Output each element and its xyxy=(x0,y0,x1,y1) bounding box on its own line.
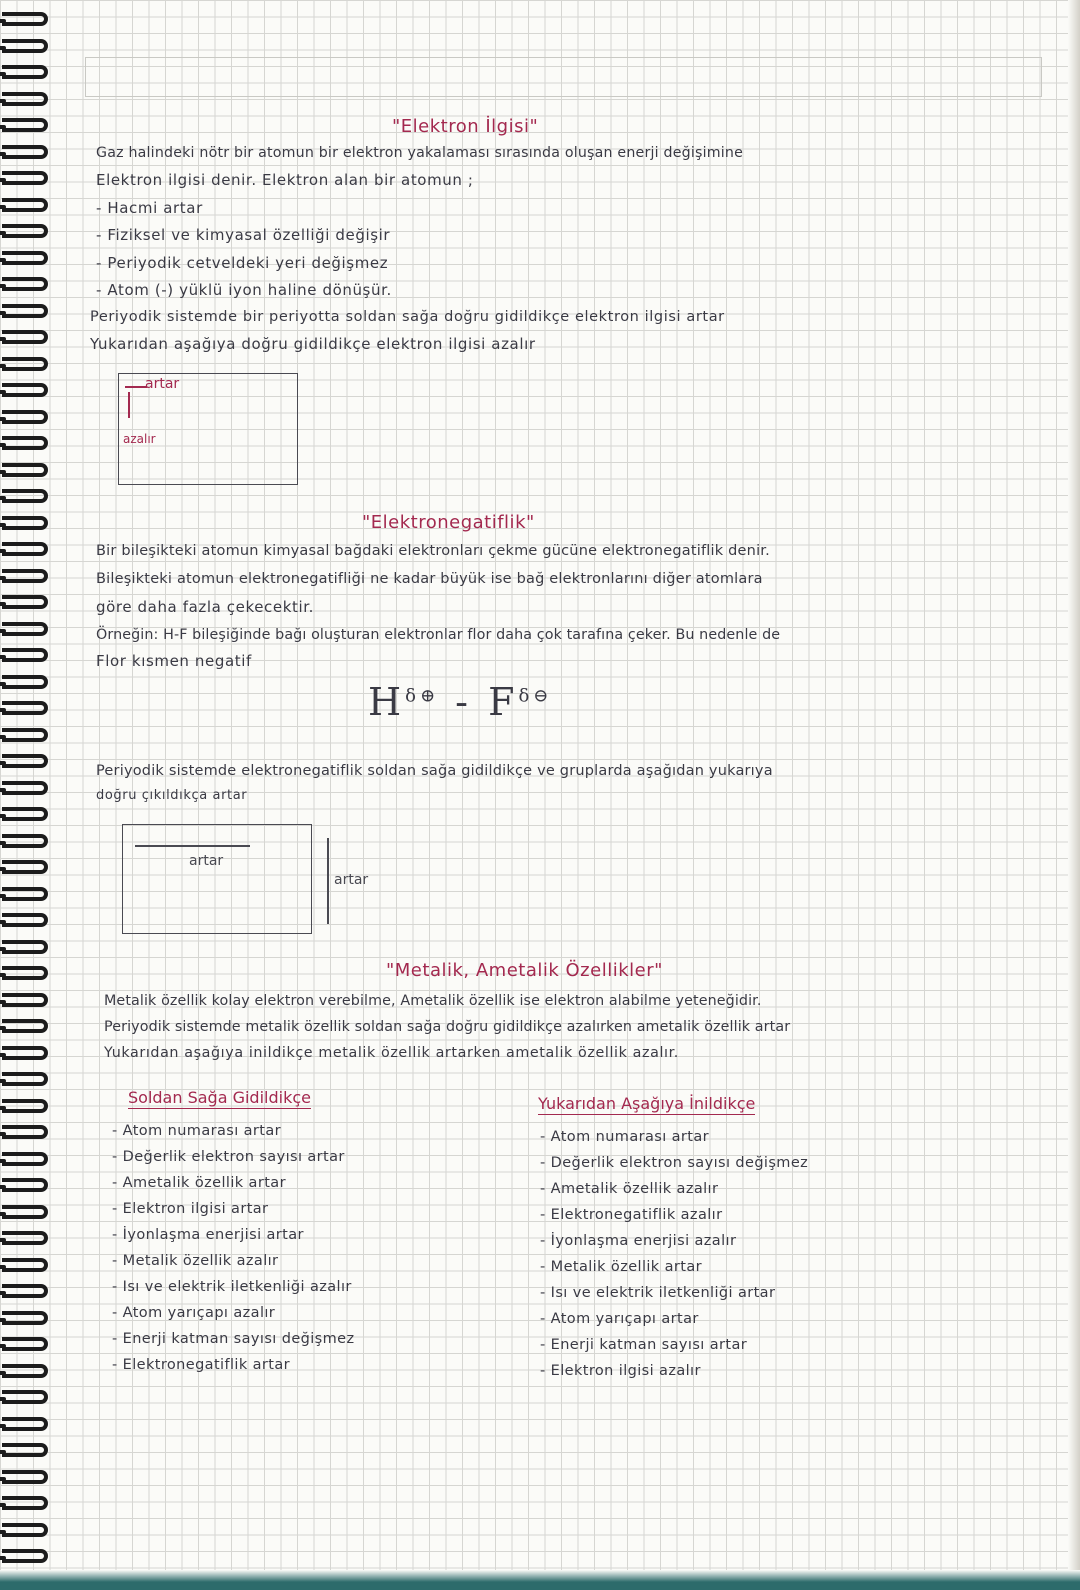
binding-coil xyxy=(2,1152,48,1166)
text-line: Periyodik sistemde bir periyotta soldan sağa doğru gidildikçe elektron ilgisi artar xyxy=(90,309,725,325)
section-title-metallic-properties: "Metalik, Ametalik Özellikler" xyxy=(386,960,663,981)
binding-coil xyxy=(2,1205,48,1219)
text-line: Örneğin: H-F bileşiğinde bağı oluşturan elektronlar flor daha çok tarafına çeker. Bu nedenle de xyxy=(96,627,781,643)
text-line: - Fiziksel ve kimyasal özelliği değişir xyxy=(96,226,391,244)
list-item: - Ametalik özellik artar xyxy=(112,1170,355,1196)
left-column-heading: Soldan Sağa Gidildikçe xyxy=(128,1088,311,1107)
arrow-up-icon xyxy=(327,838,329,924)
text-line: Yukarıdan aşağıya doğru gidildikçe elektron ilgisi azalır xyxy=(90,335,536,353)
binding-coil xyxy=(2,39,48,53)
section-title-electronegativity: "Elektronegatiflik" xyxy=(362,512,535,533)
binding-coil xyxy=(2,1496,48,1510)
list-item: - Isı ve elektrik iletkenliği azalır xyxy=(112,1274,355,1300)
binding-coil xyxy=(2,834,48,848)
list-item: - Metalik özellik azalır xyxy=(112,1248,355,1274)
text-line: doğru çıkıldıkça artar xyxy=(96,788,248,803)
arrow-right-icon xyxy=(125,386,147,388)
binding-coil xyxy=(2,569,48,583)
binding-coil xyxy=(2,171,48,185)
formula-h: H xyxy=(368,680,406,724)
text-line: - Periyodik cetveldeki yeri değişmez xyxy=(96,254,389,272)
binding-coil xyxy=(2,1258,48,1272)
binding-coil xyxy=(2,1019,48,1033)
trend-label-up: artar xyxy=(334,872,369,888)
binding-coil xyxy=(2,701,48,715)
binding-coil xyxy=(2,781,48,795)
binding-coil xyxy=(2,251,48,265)
binding-coil xyxy=(2,1364,48,1378)
left-trend-list xyxy=(112,1118,355,1378)
binding-coil xyxy=(2,622,48,636)
list-item: - Elektron ilgisi artar xyxy=(112,1196,355,1222)
binding-coil xyxy=(2,595,48,609)
binding-coil xyxy=(2,277,48,291)
text-line: Bir bileşikteki atomun kimyasal bağdaki elektronları çekme gücüne elektronegatiflik denir. xyxy=(96,543,770,559)
binding-coil xyxy=(2,1072,48,1086)
list-item: - Atom numarası artar xyxy=(540,1124,808,1150)
list-item: - Metalik özellik artar xyxy=(540,1254,808,1280)
list-item: - Değerlik elektron sayısı değişmez xyxy=(540,1150,808,1176)
list-item: - Elektron ilgisi azalır xyxy=(540,1358,808,1384)
binding-coil xyxy=(2,1099,48,1113)
binding-coil xyxy=(2,913,48,927)
binding-coil xyxy=(2,330,48,344)
text-line: - Hacmi artar xyxy=(96,199,203,217)
binding-coil xyxy=(2,92,48,106)
text-line: Elektron ilgisi denir. Elektron alan bir atomun ; xyxy=(96,171,474,189)
binding-coil xyxy=(2,1523,48,1537)
bond-polarity-formula xyxy=(368,680,552,724)
binding-coil xyxy=(2,357,48,371)
formula-h-charge: δ⊕ xyxy=(405,685,440,707)
text-line: Yukarıdan aşağıya inildikçe metalik özellik artarken ametalik özellik azalır. xyxy=(104,1045,679,1061)
arrow-down-icon xyxy=(128,392,130,418)
trend-label-down: azalır xyxy=(123,432,156,446)
binding-coil xyxy=(2,648,48,662)
binding-coil xyxy=(2,463,48,477)
binding-coil xyxy=(2,1046,48,1060)
binding-coil xyxy=(2,224,48,238)
binding-coil xyxy=(2,1390,48,1404)
binding-coil xyxy=(2,1284,48,1298)
binding-coil xyxy=(2,887,48,901)
binding-coil xyxy=(2,489,48,503)
list-item: - Elektronegatiflik artar xyxy=(112,1352,355,1378)
text-line: - Atom (-) yüklü iyon haline dönüşür. xyxy=(96,281,392,299)
binding-coil xyxy=(2,1470,48,1484)
binding-coil xyxy=(2,65,48,79)
spiral-binding xyxy=(0,0,52,1590)
trend-diagram-box xyxy=(118,373,298,485)
list-item: - Enerji katman sayısı artar xyxy=(540,1332,808,1358)
trend-label-right: artar xyxy=(145,376,180,392)
binding-coil xyxy=(2,516,48,530)
binding-coil xyxy=(2,12,48,26)
formula-f: F xyxy=(488,680,519,724)
text-line: Gaz halindeki nötr bir atomun bir elektron yakalaması sırasında oluşan enerji değişimine xyxy=(96,145,744,161)
binding-coil xyxy=(2,304,48,318)
right-trend-list xyxy=(540,1124,808,1384)
section-title-electron-affinity: "Elektron İlgisi" xyxy=(392,116,539,137)
binding-coil xyxy=(2,1178,48,1192)
binding-coil xyxy=(2,1337,48,1351)
binding-coil xyxy=(2,675,48,689)
binding-coil xyxy=(2,966,48,980)
list-item: - Enerji katman sayısı değişmez xyxy=(112,1326,355,1352)
binding-coil xyxy=(2,728,48,742)
binding-coil xyxy=(2,1417,48,1431)
binding-coil xyxy=(2,1549,48,1563)
binding-coil xyxy=(2,118,48,132)
formula-dash: - xyxy=(455,680,472,724)
binding-coil xyxy=(2,993,48,1007)
trend-label-inside: artar xyxy=(189,853,224,869)
list-item: - Atom numarası artar xyxy=(112,1118,355,1144)
page-edge xyxy=(1068,0,1080,1590)
list-item: - İyonlaşma enerjisi azalır xyxy=(540,1228,808,1254)
binding-coil xyxy=(2,410,48,424)
list-item: - Isı ve elektrik iletkenliği artar xyxy=(540,1280,808,1306)
binding-coil xyxy=(2,1231,48,1245)
binding-coil xyxy=(2,1443,48,1457)
binding-coil xyxy=(2,754,48,768)
binding-coil xyxy=(2,436,48,450)
page-bottom-edge xyxy=(0,1570,1080,1590)
list-item: - İyonlaşma enerjisi artar xyxy=(112,1222,355,1248)
text-line: Bileşikteki atomun elektronegatifliği ne kadar büyük ise bağ elektronlarını diğer atomlara xyxy=(96,571,763,587)
list-item: - Değerlik elektron sayısı artar xyxy=(112,1144,355,1170)
header-margin-box xyxy=(85,57,1042,97)
list-item: - Atom yarıçapı azalır xyxy=(112,1300,355,1326)
formula-f-charge: δ⊖ xyxy=(518,685,553,707)
binding-coil xyxy=(2,860,48,874)
binding-coil xyxy=(2,145,48,159)
binding-coil xyxy=(2,383,48,397)
binding-coil xyxy=(2,940,48,954)
list-item: - Ametalik özellik azalır xyxy=(540,1176,808,1202)
right-column-heading: Yukarıdan Aşağıya İnildikçe xyxy=(538,1094,756,1113)
text-line: Metalik özellik kolay elektron verebilme, Ametalik özellik ise elektron alabilme yeteneğidir. xyxy=(104,993,762,1009)
binding-coil xyxy=(2,1125,48,1139)
text-line: Flor kısmen negatif xyxy=(96,652,252,670)
text-line: Periyodik sistemde elektronegatiflik soldan sağa gidildikçe ve gruplarda aşağıdan yukarıya xyxy=(96,763,773,779)
binding-coil xyxy=(2,198,48,212)
binding-coil xyxy=(2,542,48,556)
text-line: Periyodik sistemde metalik özellik soldan sağa doğru gidildikçe azalırken ametalik özellik artar xyxy=(104,1019,791,1035)
trend-diagram-box xyxy=(122,824,312,934)
binding-coil xyxy=(2,1311,48,1325)
list-item: - Atom yarıçapı artar xyxy=(540,1306,808,1332)
text-line: göre daha fazla çekecektir. xyxy=(96,598,315,616)
list-item: - Elektronegatiflik azalır xyxy=(540,1202,808,1228)
arrow-right-icon xyxy=(135,845,250,847)
binding-coil xyxy=(2,807,48,821)
